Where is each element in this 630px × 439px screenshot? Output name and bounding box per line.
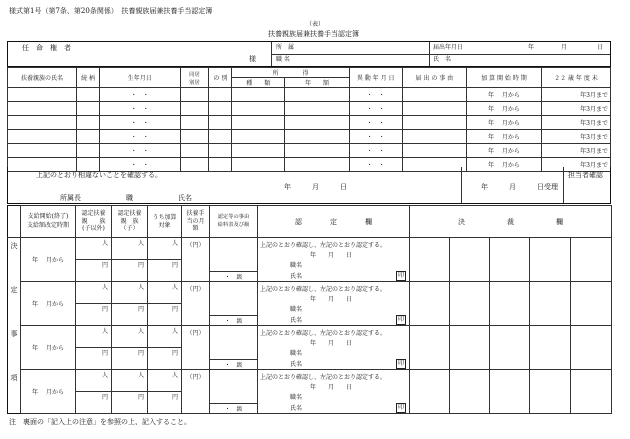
side-label: 定 bbox=[8, 282, 21, 326]
dependents-table bbox=[7, 67, 611, 172]
cell-kasan[interactable]: 年 月から bbox=[467, 158, 542, 172]
nintei-shimei: 氏名 bbox=[290, 273, 303, 280]
confirm-text: 上記のとおり相違ないことを確認する。 bbox=[36, 171, 162, 179]
cell-kasan[interactable]: 年 月から bbox=[467, 102, 542, 116]
cell-jiyu[interactable] bbox=[210, 282, 258, 316]
dependent-row bbox=[8, 116, 611, 130]
nintei-shokumei: 職名 bbox=[290, 394, 303, 401]
cell-nin[interactable]: 人 bbox=[112, 282, 148, 304]
header-jiyu2: 認定等の事由 給料表及び級 bbox=[210, 206, 258, 238]
header-shurui: 種 類 bbox=[232, 78, 285, 88]
cell-name[interactable] bbox=[8, 88, 77, 102]
decision-row bbox=[8, 326, 612, 337]
header-jiyu: 届 出 の 事 由 bbox=[402, 68, 466, 88]
todokede-date-label: 届出年月日 bbox=[433, 44, 464, 51]
cell-nin[interactable]: 人 bbox=[112, 238, 148, 260]
cell-age22[interactable]: 年3月まで bbox=[541, 88, 610, 102]
cell-gaku[interactable] bbox=[285, 130, 349, 144]
cell-start[interactable]: 年 月から bbox=[21, 282, 76, 326]
cell-zokugara[interactable] bbox=[77, 88, 100, 102]
cell-kessai[interactable] bbox=[450, 282, 490, 326]
top-info-block bbox=[7, 41, 611, 67]
seal-stamp: 印 bbox=[397, 404, 404, 411]
cell-kessai[interactable] bbox=[410, 238, 450, 282]
nintei-date: 年 月 日 bbox=[310, 296, 353, 303]
cell-kessai[interactable] bbox=[490, 326, 530, 370]
header-dokyo: 同居 別居 bbox=[180, 68, 209, 88]
cell-kasan[interactable]: 年 月から bbox=[467, 88, 542, 102]
cell-kessai[interactable] bbox=[490, 282, 530, 326]
cell-age22[interactable]: 年3月まで bbox=[541, 116, 610, 130]
cell-ido[interactable]: ・ ・ bbox=[349, 130, 402, 144]
header-uchi: うち加算 対象 bbox=[148, 206, 182, 238]
header-gaku: 年 額 bbox=[285, 78, 349, 88]
cell-ido[interactable]: ・ ・ bbox=[349, 102, 402, 116]
cell-ido[interactable]: ・ ・ bbox=[349, 144, 402, 158]
form-number: 様式第1号（第7条、第20条関係） 扶養親族届兼扶養手当認定簿 bbox=[9, 7, 213, 15]
cell-nin[interactable]: 人 bbox=[76, 370, 112, 392]
cell-jiyu[interactable] bbox=[402, 144, 466, 158]
nintei-date: 年 月 日 bbox=[310, 384, 353, 391]
cell-birth[interactable]: ・ ・ bbox=[100, 88, 181, 102]
cell-betsu[interactable] bbox=[209, 116, 232, 130]
cell-en[interactable]: 円 bbox=[112, 348, 148, 370]
cell-gaku[interactable] bbox=[285, 144, 349, 158]
cell-betsu[interactable] bbox=[209, 130, 232, 144]
cell-gaku[interactable] bbox=[285, 88, 349, 102]
dependent-row bbox=[8, 102, 611, 116]
cell-name[interactable] bbox=[8, 130, 77, 144]
cell-teate[interactable]: （円） bbox=[182, 238, 210, 282]
nintei-text: 上記のとおり確認し、左記のとおり認定する。 bbox=[260, 242, 387, 249]
cell-nintei bbox=[258, 370, 410, 414]
cell-start[interactable]: 年 月から bbox=[21, 238, 76, 282]
cell-nintei bbox=[258, 282, 410, 326]
header-kessai: 決 裁 欄 bbox=[410, 206, 612, 238]
cell-kessai[interactable] bbox=[450, 370, 490, 414]
cell-name[interactable] bbox=[8, 116, 77, 130]
header-age22: ２２ 歳 年 度 末 bbox=[541, 68, 610, 88]
nintei-shokumei: 職名 bbox=[290, 262, 303, 269]
cell-betsu[interactable] bbox=[209, 144, 232, 158]
cell-age22[interactable]: 年3月まで bbox=[541, 144, 610, 158]
nintei-shimei: 氏名 bbox=[290, 361, 303, 368]
cell-en[interactable]: 円 bbox=[148, 260, 182, 282]
cell-ido[interactable]: ・ ・ bbox=[349, 116, 402, 130]
side-label: 項 bbox=[8, 370, 21, 414]
nintei-shokumei: 職名 bbox=[290, 306, 303, 313]
cell-shurui[interactable] bbox=[232, 116, 285, 130]
cell-kessai[interactable] bbox=[571, 326, 612, 370]
cell-teate[interactable]: （円） bbox=[182, 282, 210, 326]
nintei-shimei: 氏名 bbox=[290, 317, 303, 324]
dependent-row bbox=[8, 88, 611, 102]
cell-nin[interactable]: 人 bbox=[148, 370, 182, 392]
cell-teate[interactable]: （円） bbox=[182, 326, 210, 370]
nintei-shokumei: 職名 bbox=[290, 350, 303, 357]
cell-gaku[interactable] bbox=[285, 102, 349, 116]
decision-table bbox=[7, 205, 612, 414]
decision-row bbox=[8, 282, 612, 293]
cell-jiyu[interactable] bbox=[210, 238, 258, 272]
cell-nin[interactable]: 人 bbox=[112, 326, 148, 348]
nintei-shimei: 氏名 bbox=[290, 405, 303, 412]
cell-kyu[interactable]: ・ 級 bbox=[210, 404, 258, 414]
shoku-label: 職 bbox=[126, 194, 133, 202]
cell-kasan[interactable]: 年 月から bbox=[467, 116, 542, 130]
shimei-label: 氏 名 bbox=[433, 56, 452, 63]
side-label: 決 bbox=[8, 238, 21, 282]
cell-gaku[interactable] bbox=[285, 116, 349, 130]
cell-en[interactable]: 円 bbox=[112, 392, 148, 414]
cell-birth[interactable]: ・ ・ bbox=[100, 130, 181, 144]
cell-kessai[interactable] bbox=[410, 370, 450, 414]
cell-kessai[interactable] bbox=[530, 282, 571, 326]
cell-shurui[interactable] bbox=[232, 130, 285, 144]
decision-row bbox=[8, 370, 612, 381]
header-nintei-ko: 認定扶養 親 族 (子以外) bbox=[76, 206, 112, 238]
cell-shurui[interactable] bbox=[232, 102, 285, 116]
seal-stamp: 印 bbox=[397, 272, 404, 279]
cell-birth[interactable]: ・ ・ bbox=[100, 102, 181, 116]
ninmei-label: 任 命 権 者 bbox=[22, 44, 71, 52]
cell-kessai[interactable] bbox=[450, 238, 490, 282]
shozoku-label: 所 属 bbox=[276, 44, 295, 51]
header-nintei-shi: 認定扶養 親 族 （子） bbox=[112, 206, 148, 238]
cell-zokugara[interactable] bbox=[77, 116, 100, 130]
cell-en[interactable]: 円 bbox=[76, 260, 112, 282]
header-ido: 異 動 年 月 日 bbox=[349, 68, 402, 88]
juri-date: 年 月 日受理 bbox=[481, 183, 558, 191]
cell-en[interactable]: 円 bbox=[148, 348, 182, 370]
nintei-text: 上記のとおり確認し、左記のとおり認定する。 bbox=[260, 286, 387, 293]
cell-kessai[interactable] bbox=[530, 238, 571, 282]
nintei-date: 年 月 日 bbox=[310, 340, 353, 347]
cell-jiyu[interactable] bbox=[210, 370, 258, 404]
dependent-row bbox=[8, 130, 611, 144]
cell-nintei bbox=[258, 238, 410, 282]
cell-kessai[interactable] bbox=[571, 238, 612, 282]
omote-label: （表） bbox=[306, 21, 325, 28]
cell-ido[interactable]: ・ ・ bbox=[349, 88, 402, 102]
cell-jiyu[interactable] bbox=[402, 102, 466, 116]
day-label: 日 bbox=[597, 44, 604, 51]
cell-betsu[interactable] bbox=[209, 88, 232, 102]
sama-label: 様 bbox=[249, 55, 256, 63]
cell-birth[interactable]: ・ ・ bbox=[100, 116, 181, 130]
cell-name[interactable] bbox=[8, 102, 77, 116]
cell-ido[interactable]: ・ ・ bbox=[349, 158, 402, 172]
cell-shurui[interactable] bbox=[232, 88, 285, 102]
cell-jiyu[interactable] bbox=[402, 116, 466, 130]
cell-nin[interactable]: 人 bbox=[76, 326, 112, 348]
cell-nin[interactable]: 人 bbox=[148, 238, 182, 260]
cell-age22[interactable]: 年3月まで bbox=[541, 102, 610, 116]
cell-kessai[interactable] bbox=[490, 370, 530, 414]
cell-kessai[interactable] bbox=[571, 370, 612, 414]
cell-zokugara[interactable] bbox=[77, 144, 100, 158]
header-birth: 生年月日 bbox=[100, 68, 181, 88]
cell-birth[interactable]: ・ ・ bbox=[100, 144, 181, 158]
cell-dokyo[interactable] bbox=[180, 102, 209, 116]
header-nintei: 認 定 欄 bbox=[258, 206, 410, 238]
cell-en[interactable]: 円 bbox=[112, 304, 148, 326]
seal-stamp: 印 bbox=[397, 360, 404, 367]
cell-kessai[interactable] bbox=[571, 282, 612, 326]
cell-zokugara[interactable] bbox=[77, 102, 100, 116]
header-start: 支給開始(終了) 支給額改定時期 bbox=[21, 206, 76, 238]
year-label: 年 bbox=[528, 44, 535, 51]
cell-kyu[interactable]: ・ 級 bbox=[210, 360, 258, 370]
dependent-row bbox=[8, 144, 611, 158]
cell-nin[interactable]: 人 bbox=[112, 370, 148, 392]
nintei-text: 上記のとおり確認し、左記のとおり認定する。 bbox=[260, 374, 387, 381]
header-zokugara: 続 柄 bbox=[77, 68, 100, 88]
cell-kessai[interactable] bbox=[410, 282, 450, 326]
cell-start[interactable]: 年 月から bbox=[21, 370, 76, 414]
shokumei-label: 職 名 bbox=[276, 56, 290, 63]
decision-row bbox=[8, 238, 612, 249]
cell-jiyu[interactable] bbox=[210, 326, 258, 360]
cell-kyu[interactable]: ・ 級 bbox=[210, 272, 258, 282]
cell-shurui[interactable] bbox=[232, 144, 285, 158]
header-kasan: 加 算 開 始 時 期 bbox=[467, 68, 542, 88]
cell-en[interactable]: 円 bbox=[148, 304, 182, 326]
header-teate: 扶養手 当の月 額 bbox=[182, 206, 210, 238]
cell-nin[interactable]: 人 bbox=[148, 326, 182, 348]
cell-zokugara[interactable] bbox=[77, 130, 100, 144]
cell-nintei bbox=[258, 326, 410, 370]
header-shotoku: 所 得 bbox=[232, 68, 349, 78]
header-name: 扶養親族の氏名 bbox=[8, 68, 77, 88]
cell-nin[interactable]: 人 bbox=[76, 238, 112, 260]
confirm-shimei-label: 氏名 bbox=[178, 194, 192, 202]
shozoku-cho-label: 所属長 bbox=[60, 194, 81, 202]
cell-jiyu[interactable] bbox=[402, 130, 466, 144]
cell-nin[interactable]: 人 bbox=[76, 282, 112, 304]
cell-name[interactable] bbox=[8, 144, 77, 158]
cell-start[interactable]: 年 月から bbox=[21, 326, 76, 370]
cell-en[interactable]: 円 bbox=[76, 304, 112, 326]
cell-jiyu[interactable] bbox=[402, 88, 466, 102]
cell-en[interactable]: 円 bbox=[148, 392, 182, 414]
cell-kasan[interactable]: 年 月から bbox=[467, 144, 542, 158]
cell-kessai[interactable] bbox=[530, 326, 571, 370]
cell-kessai[interactable] bbox=[530, 370, 571, 414]
cell-birth[interactable]: ・ ・ bbox=[100, 158, 181, 172]
cell-en[interactable]: 円 bbox=[76, 392, 112, 414]
cell-en[interactable]: 円 bbox=[112, 260, 148, 282]
cell-dokyo[interactable] bbox=[180, 144, 209, 158]
month-label: 月 bbox=[561, 44, 568, 51]
tanto-label: 担当者確認 bbox=[568, 171, 603, 179]
cell-kessai[interactable] bbox=[450, 326, 490, 370]
cell-kessai[interactable] bbox=[410, 326, 450, 370]
cell-nin[interactable]: 人 bbox=[148, 282, 182, 304]
cell-dokyo[interactable] bbox=[180, 130, 209, 144]
cell-teate[interactable]: （円） bbox=[182, 370, 210, 414]
cell-age22[interactable]: 年3月まで bbox=[541, 130, 610, 144]
seal-stamp: 印 bbox=[397, 316, 404, 323]
nintei-text: 上記のとおり確認し、左記のとおり認定する。 bbox=[260, 330, 387, 337]
confirm-date: 年 月 日 bbox=[284, 183, 347, 191]
cell-betsu[interactable] bbox=[209, 102, 232, 116]
form-title: 扶養親族届兼扶養手当認定簿 bbox=[268, 30, 359, 38]
confirm-block bbox=[7, 167, 611, 204]
cell-kasan[interactable]: 年 月から bbox=[467, 130, 542, 144]
cell-kyu[interactable]: ・ 級 bbox=[210, 316, 258, 326]
cell-dokyo[interactable] bbox=[180, 116, 209, 130]
footer-note: 注 裏面の「記入上の注意」を参照の上、記入すること。 bbox=[9, 418, 191, 426]
side-label: 事 bbox=[8, 326, 21, 370]
cell-kessai[interactable] bbox=[490, 238, 530, 282]
cell-dokyo[interactable] bbox=[180, 88, 209, 102]
nintei-date: 年 月 日 bbox=[310, 252, 353, 259]
header-betsu: の 別 bbox=[209, 68, 232, 88]
cell-age22[interactable]: 年3月まで bbox=[541, 158, 610, 172]
cell-en[interactable]: 円 bbox=[76, 348, 112, 370]
